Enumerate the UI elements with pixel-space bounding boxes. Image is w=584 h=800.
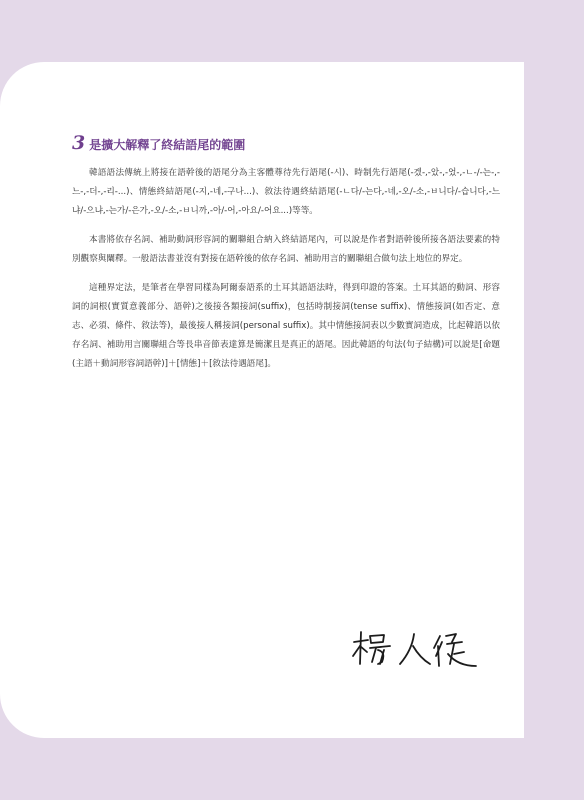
page-content xyxy=(72,132,500,384)
paragraph-2: 本書將依存名詞、補助動詞形容詞的關聯組合納入終結語尾內，可以說是作者對語幹後所接各語法要素的特別觀察與闡釋。一般語法書並沒有對接在語幹後的依存名詞、補助用言的關聯組合做句法上地位的界定。 xyxy=(72,235,500,264)
paragraph-1: 韓語語法傳統上將接在語幹後的語尾分為主客體尊待先行語尾(-시)、時制先行語尾(-겠-,-았-,-었-,-ㄴ-/-는-,-느-,-더-,-리-...)、情態終結語尾(-지,-네,-구나...)、敘法待遇終結語尾(-ㄴ다/-는다,-네,-오/-소,-ㅂ니다/-습니다,-느냐/-으냐,-는가/-은가,-오/-소,-ㅂ니까,-아/-어,-아요/-어요...)等等。 xyxy=(72,168,500,216)
author-signature-image xyxy=(350,628,480,672)
section-heading xyxy=(72,132,500,154)
section-number: 3 xyxy=(72,132,86,154)
paragraph-3: 這種界定法，是筆者在學習同樣為阿爾泰語系的土耳其語語法時，得到印證的答案。土耳其語的動詞、形容詞的詞根(實質意義部分、語幹)之後接各類接詞(suffix)，包括時制接詞(tense suffix)、情態接詞(如否定、意志、必須、條件、敘法等)，最後接人稱接詞(personal suffix)。其中情態接詞表以少數實詞造成，比起韓語以依存名詞、補助用言關聯組合等長串音節表達算是簡潔且是真正的語尾。因此韓語的句法(句子結構)可以說是[命題(主語＋動詞形容詞語幹)]＋[情態]＋[敘法待遇語尾]。 xyxy=(72,283,500,369)
section-title: 是擴大解釋了終結語尾的範圍 xyxy=(89,138,246,152)
